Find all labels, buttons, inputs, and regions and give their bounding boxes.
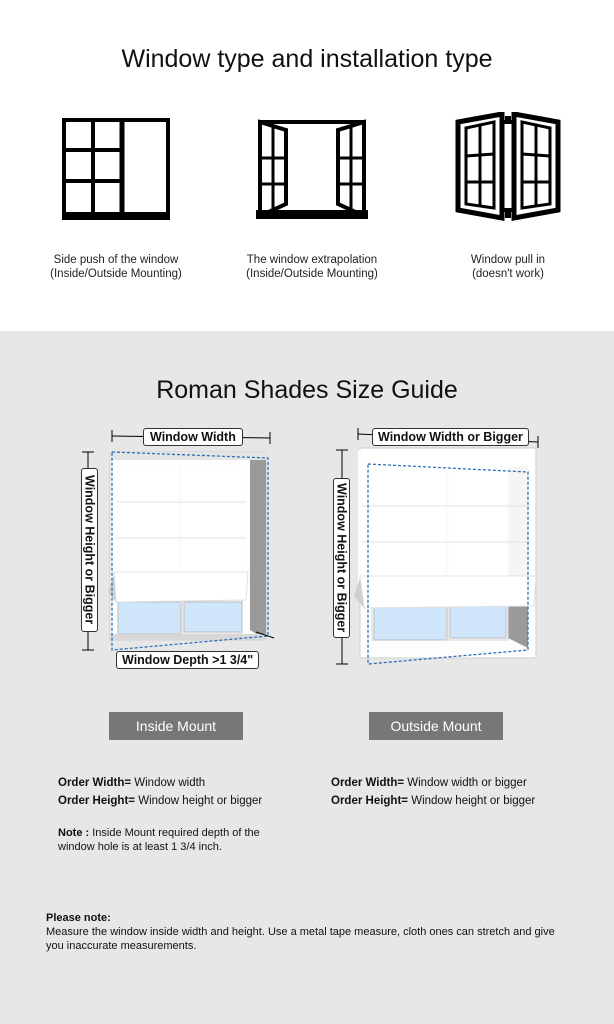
outside-order-width: [331, 774, 535, 792]
caption-line: The window extrapolation: [246, 254, 378, 266]
order-width-label: Order Width=: [331, 777, 405, 789]
inside-order-height: [58, 792, 262, 810]
order-width-value: Window width: [131, 777, 206, 789]
please-note: [46, 911, 566, 953]
order-height-value: Window height or bigger: [135, 795, 263, 807]
order-width-label: Order Width=: [58, 777, 132, 789]
inside-order-width: [58, 774, 262, 792]
window-types-title: Window type and installation type: [121, 45, 493, 73]
order-height-label: Order Height=: [331, 795, 409, 807]
caption-outward: [212, 253, 412, 281]
order-height-label: Order Height=: [58, 795, 136, 807]
outside-width-label: Window Width or Bigger: [372, 428, 529, 446]
outside-order-height: [331, 792, 535, 810]
sliding-window-icon: [62, 118, 170, 224]
caption-line: Window pull in: [470, 254, 546, 266]
caption-line: (Inside/Outside Mounting): [50, 268, 182, 280]
caption-sliding: [16, 253, 216, 281]
inside-width-label: Window Width: [143, 428, 243, 446]
outward-casement-window-icon: [256, 118, 368, 224]
outside-height-label: Window Height or Bigger: [333, 478, 350, 638]
caption-inward: [408, 253, 608, 281]
order-width-value: Window width or bigger: [404, 777, 527, 789]
inside-height-label: Window Height or Bigger: [81, 468, 98, 632]
inside-mount-illustration: [78, 424, 278, 670]
size-guide-title: Roman Shades Size Guide: [156, 376, 458, 404]
inside-mount-button[interactable]: Inside Mount: [109, 712, 243, 740]
inside-mount-note: [58, 826, 298, 854]
caption-line: Side push of the window: [53, 254, 179, 266]
inside-depth-label: Window Depth >1 3/4": [116, 651, 259, 669]
outside-mount-illustration: [330, 426, 542, 672]
order-height-value: Window height or bigger: [408, 795, 536, 807]
caption-line: (Inside/Outside Mounting): [246, 268, 378, 280]
please-note-text: Measure the window inside width and height. Use a metal tape measure, cloth ones can stretch and give you inaccurate measurements.: [46, 926, 555, 952]
inward-casement-window-icon: [450, 112, 566, 224]
note-label: Note :: [58, 827, 90, 839]
please-note-label: Please note:: [46, 912, 111, 924]
note-text: Inside Mount required depth of the window hole is at least 1 3/4 inch.: [58, 827, 260, 853]
outside-mount-button[interactable]: Outside Mount: [369, 712, 503, 740]
outside-order-info: [331, 774, 535, 810]
inside-order-info: [58, 774, 262, 810]
caption-line: (doesn't work): [472, 268, 544, 280]
